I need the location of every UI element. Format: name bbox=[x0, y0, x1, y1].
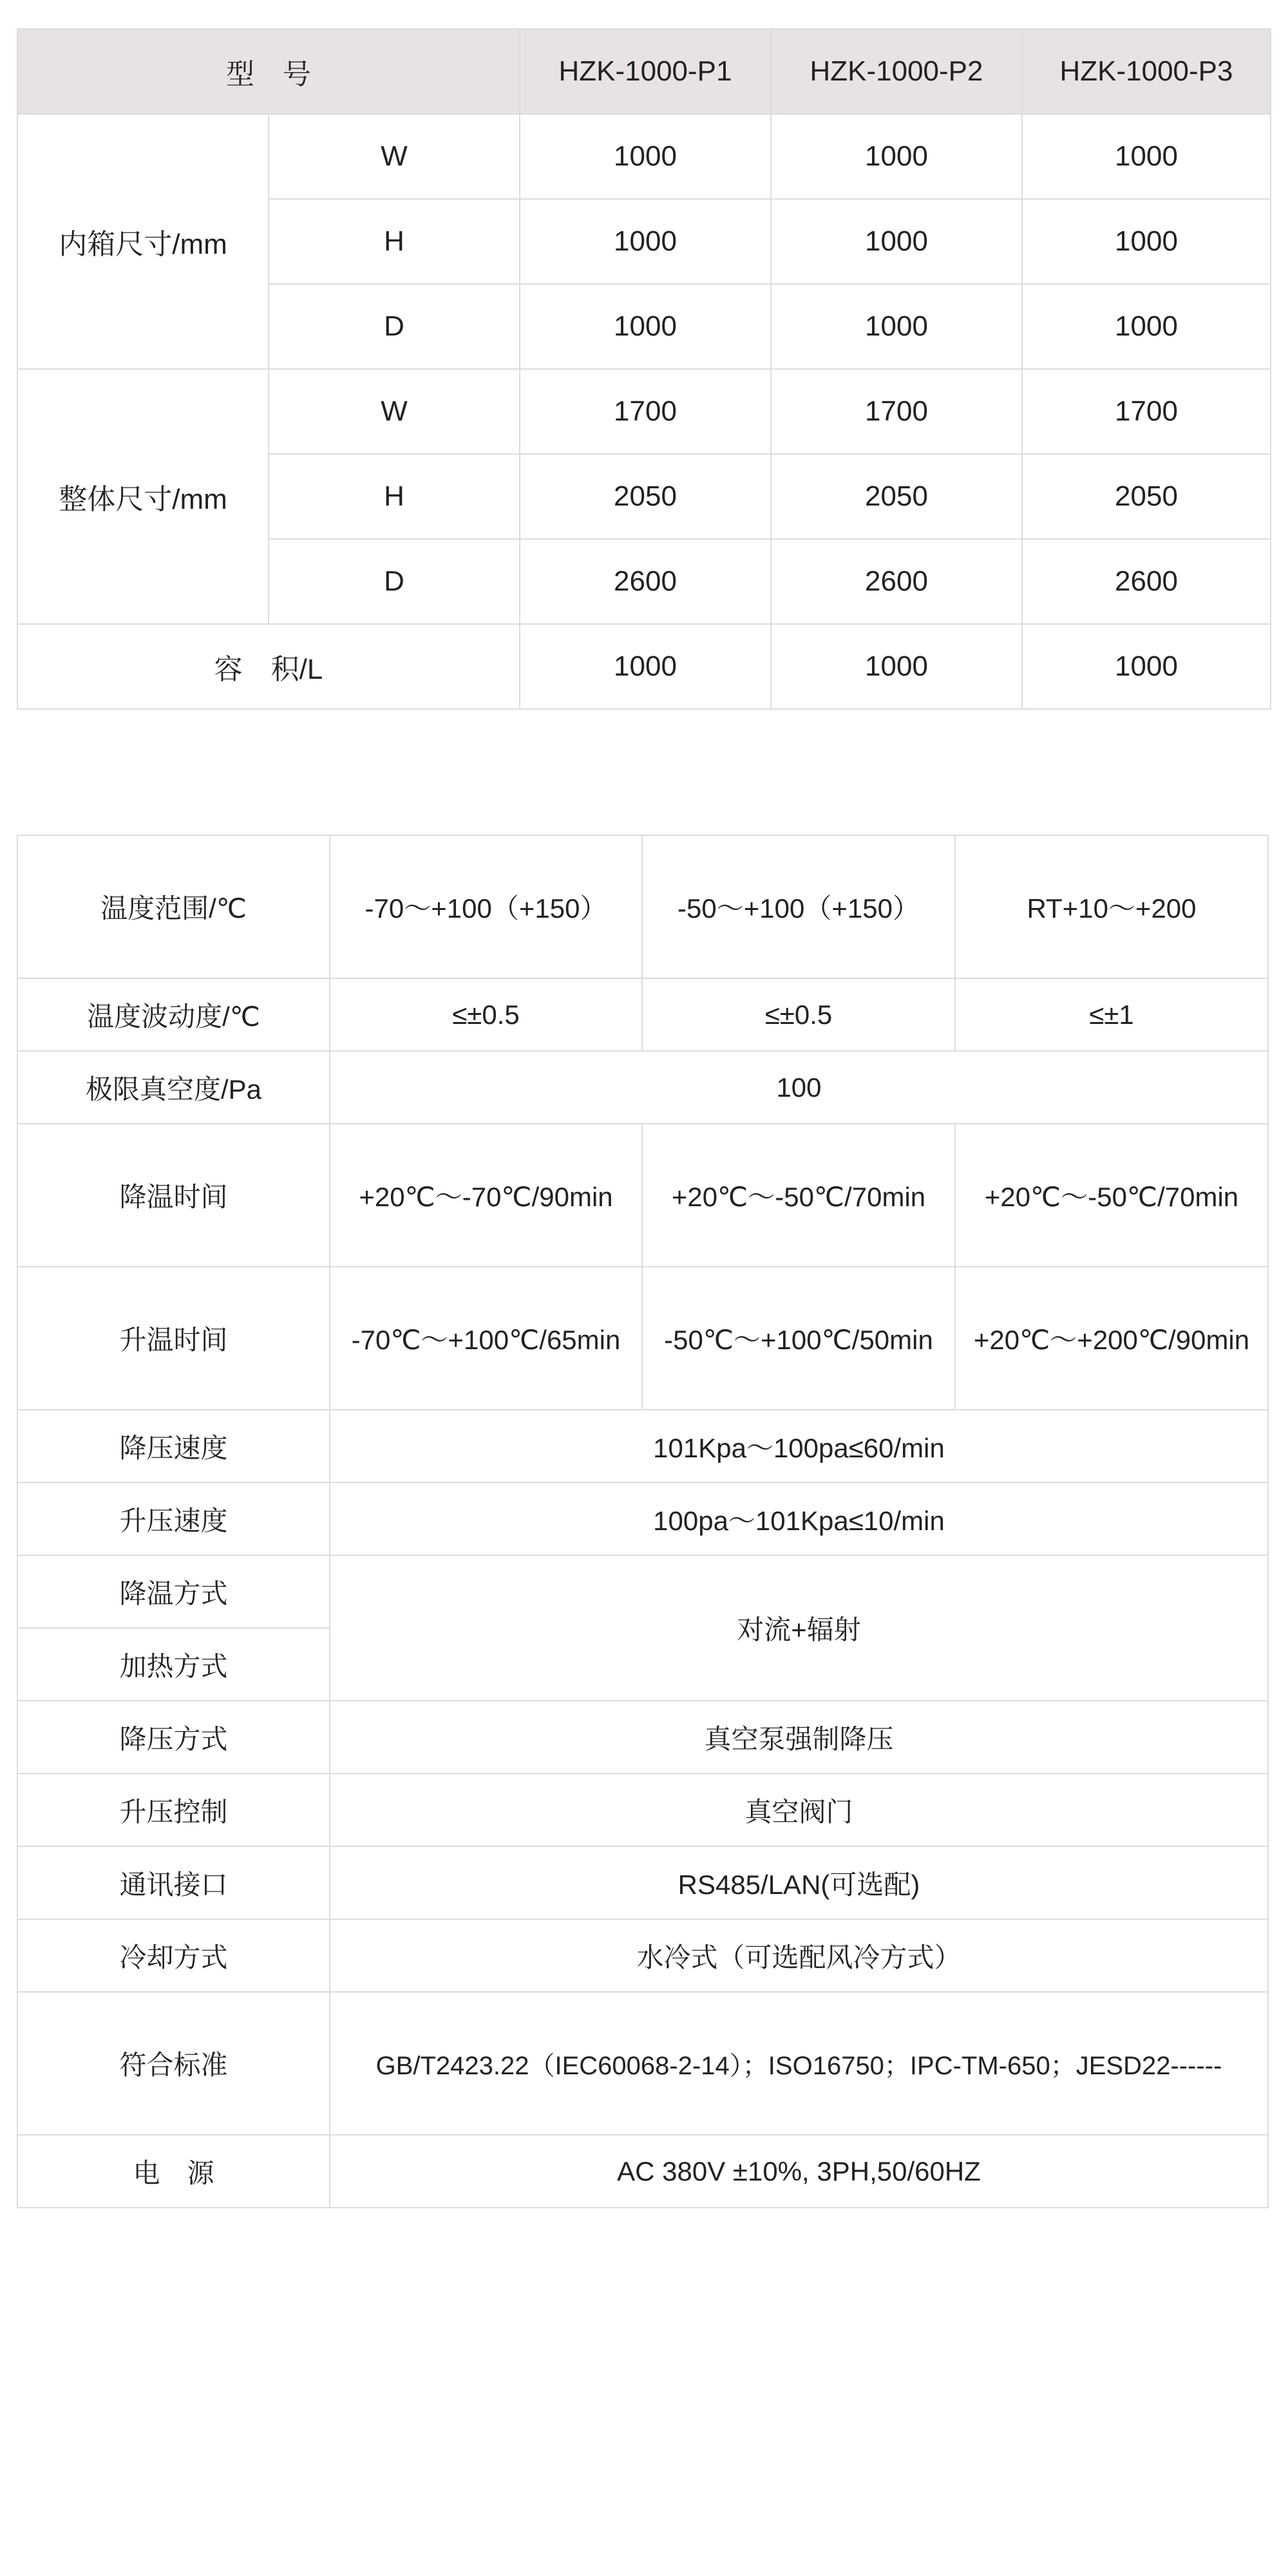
value-cell: 100 bbox=[330, 1051, 1268, 1124]
value-cell: 2600 bbox=[1022, 539, 1271, 624]
value-cell: ≤±0.5 bbox=[642, 978, 955, 1051]
spec-label: 温度波动度/℃ bbox=[17, 978, 330, 1051]
table-row bbox=[17, 369, 1271, 454]
dimension-label: H bbox=[269, 199, 520, 284]
spec-label: 符合标准 bbox=[17, 1992, 330, 2135]
value-cell: 1000 bbox=[1022, 624, 1271, 709]
table-row bbox=[17, 1410, 1268, 1482]
table-row bbox=[17, 1774, 1268, 1846]
dimension-label: D bbox=[269, 284, 520, 369]
value-cell: 水冷式（可选配风冷方式） bbox=[330, 1919, 1268, 1992]
value-cell: 2050 bbox=[520, 454, 771, 539]
value-cell: 2050 bbox=[1022, 454, 1271, 539]
size-table bbox=[17, 28, 1271, 710]
dimension-label: W bbox=[269, 114, 520, 199]
spec-label: 升压速度 bbox=[17, 1482, 330, 1555]
spec-label: 降温方式 bbox=[17, 1555, 330, 1628]
value-cell: +20℃～-50℃/70min bbox=[955, 1124, 1268, 1267]
value-cell: -70～+100（+150） bbox=[330, 835, 642, 978]
value-cell: 2600 bbox=[771, 539, 1022, 624]
spec-label: 升温时间 bbox=[17, 1267, 330, 1410]
value-cell: 1000 bbox=[520, 114, 771, 199]
value-cell: 1700 bbox=[1022, 369, 1271, 454]
table-row bbox=[17, 835, 1268, 978]
dimension-label: W bbox=[269, 369, 520, 454]
value-cell: -50～+100（+150） bbox=[642, 835, 955, 978]
spec-label: 极限真空度/Pa bbox=[17, 1051, 330, 1124]
value-cell: 1000 bbox=[771, 199, 1022, 284]
value-cell: 101Kpa～100pa≤60/min bbox=[330, 1410, 1268, 1482]
spec-label: 降温时间 bbox=[17, 1124, 330, 1267]
value-cell: 对流+辐射 bbox=[330, 1555, 1268, 1701]
dimension-label: H bbox=[269, 454, 520, 539]
model-name: HZK-1000-P1 bbox=[520, 29, 771, 114]
value-cell: 真空阀门 bbox=[330, 1774, 1268, 1846]
spec-label: 降压方式 bbox=[17, 1701, 330, 1774]
inner-size-label: 内箱尺寸/mm bbox=[17, 114, 269, 369]
value-cell: AC 380V ±10%, 3PH,50/60HZ bbox=[330, 2135, 1268, 2208]
value-cell: 1000 bbox=[1022, 199, 1271, 284]
spec-label: 冷却方式 bbox=[17, 1919, 330, 1992]
table-row bbox=[17, 1267, 1268, 1410]
spec-label: 升压控制 bbox=[17, 1774, 330, 1846]
value-cell: 2050 bbox=[771, 454, 1022, 539]
spec-label: 降压速度 bbox=[17, 1410, 330, 1482]
table-row bbox=[17, 2135, 1268, 2208]
table-row bbox=[17, 1846, 1268, 1919]
value-cell: +20℃～-70℃/90min bbox=[330, 1124, 642, 1267]
value-cell: RS485/LAN(可选配) bbox=[330, 1846, 1268, 1919]
spec-table bbox=[17, 835, 1269, 2208]
table-row bbox=[17, 1482, 1268, 1555]
value-cell: 1000 bbox=[771, 624, 1022, 709]
dimension-label: D bbox=[269, 539, 520, 624]
value-cell: ≤±1 bbox=[955, 978, 1268, 1051]
value-cell: 1000 bbox=[1022, 284, 1271, 369]
model-name: HZK-1000-P2 bbox=[771, 29, 1022, 114]
value-cell: 1000 bbox=[520, 199, 771, 284]
table-row bbox=[17, 624, 1271, 709]
value-cell: GB/T2423.22（IEC60068-2-14）；ISO16750；IPC-TM-650；JESD22------ bbox=[330, 1992, 1268, 2135]
table-row bbox=[17, 114, 1271, 199]
value-cell: ≤±0.5 bbox=[330, 978, 642, 1051]
value-cell: -70℃～+100℃/65min bbox=[330, 1267, 642, 1410]
value-cell: 1000 bbox=[771, 284, 1022, 369]
spec-label: 加热方式 bbox=[17, 1628, 330, 1701]
model-label: 型 号 bbox=[17, 29, 520, 114]
table-row bbox=[17, 1555, 1268, 1628]
table-row bbox=[17, 1919, 1268, 1992]
table-row bbox=[17, 1051, 1268, 1124]
value-cell: 100pa～101Kpa≤10/min bbox=[330, 1482, 1268, 1555]
overall-size-label: 整体尺寸/mm bbox=[17, 369, 269, 624]
value-cell: 2600 bbox=[520, 539, 771, 624]
value-cell: 真空泵强制降压 bbox=[330, 1701, 1268, 1774]
value-cell: 1000 bbox=[520, 624, 771, 709]
value-cell: +20℃～-50℃/70min bbox=[642, 1124, 955, 1267]
value-cell: -50℃～+100℃/50min bbox=[642, 1267, 955, 1410]
value-cell: 1700 bbox=[771, 369, 1022, 454]
spec-label: 温度范围/℃ bbox=[17, 835, 330, 978]
value-cell: +20℃～+200℃/90min bbox=[955, 1267, 1268, 1410]
table-row bbox=[17, 1124, 1268, 1267]
spec-label: 电 源 bbox=[17, 2135, 330, 2208]
header-row bbox=[17, 29, 1271, 114]
value-cell: 1700 bbox=[520, 369, 771, 454]
value-cell: 1000 bbox=[1022, 114, 1271, 199]
value-cell: 1000 bbox=[771, 114, 1022, 199]
value-cell: RT+10～+200 bbox=[955, 835, 1268, 978]
value-cell: 1000 bbox=[520, 284, 771, 369]
spec-label: 通讯接口 bbox=[17, 1846, 330, 1919]
table-row bbox=[17, 1992, 1268, 2135]
model-name: HZK-1000-P3 bbox=[1022, 29, 1271, 114]
volume-label: 容 积/L bbox=[17, 624, 520, 709]
table-row bbox=[17, 978, 1268, 1051]
table-row bbox=[17, 1701, 1268, 1774]
